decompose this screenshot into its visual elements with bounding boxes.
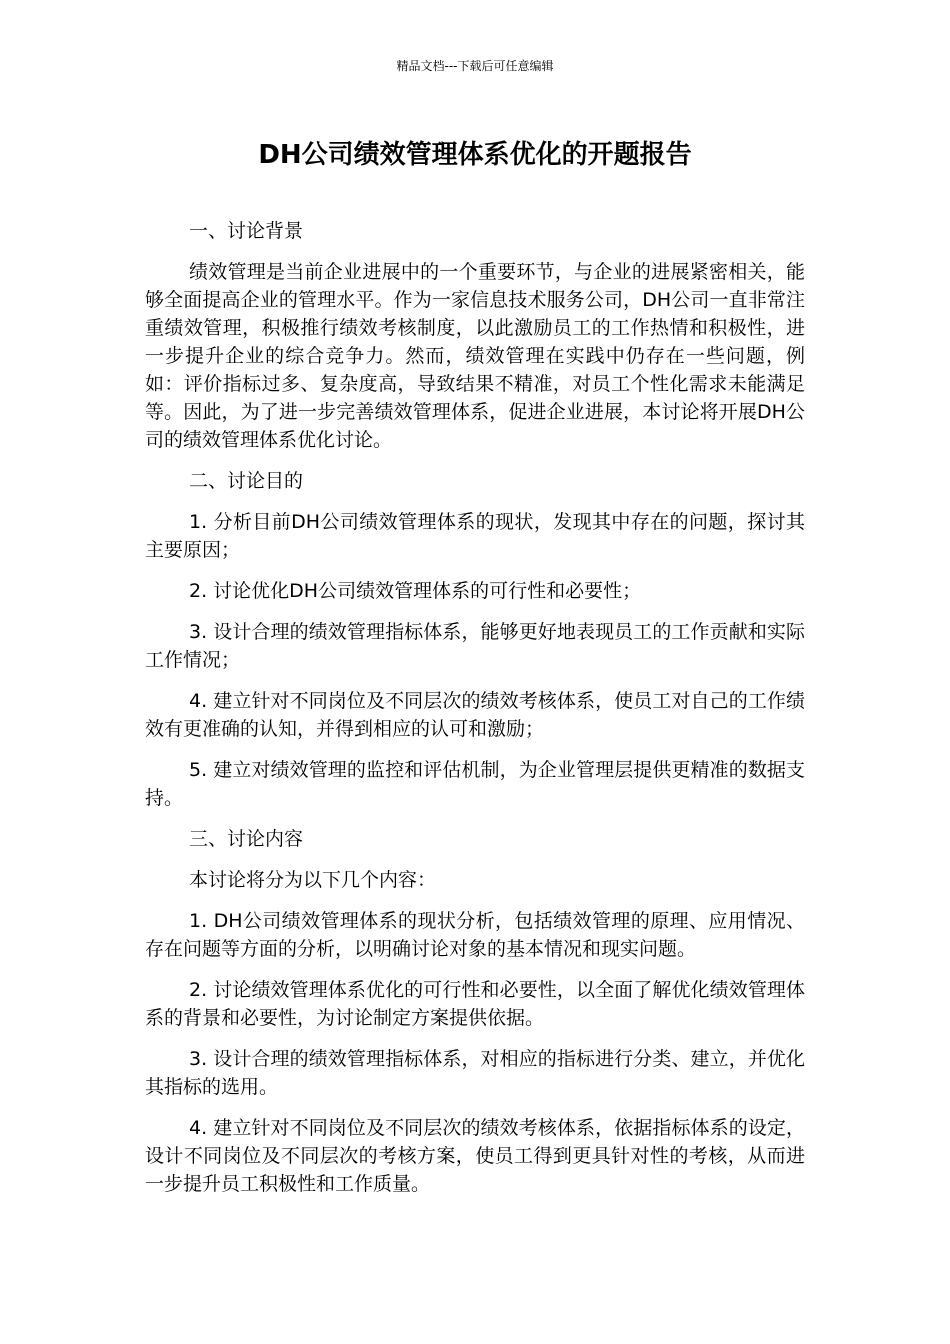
objective-item-4: 4. 建立针对不同岗位及不同层次的绩效考核体系，使员工对自己的工作绩效有更准确的认知，并得到相应的认可和激励； [145, 690, 805, 740]
header-watermark: 精品文档---下载后可任意编辑 [396, 59, 554, 73]
content-item-2: 2. 讨论绩效管理体系优化的可行性和必要性，以全面了解优化绩效管理体系的背景和必要性，为讨论制定方案提供依据。 [145, 979, 805, 1029]
objective-item-3: 3. 设计合理的绩效管理指标体系，能够更好地表现员工的工作贡献和实际工作情况； [145, 621, 805, 671]
section-heading-background: 一、讨论背景 [189, 220, 304, 242]
document-body [145, 217, 805, 1211]
content-intro: 本讨论将分为以下几个内容： [189, 869, 437, 891]
section-heading-objectives: 二、讨论目的 [189, 470, 304, 492]
content-item-1: 1. DH公司绩效管理体系的现状分析，包括绩效管理的原理、应用情况、存在问题等方面的分析，以明确讨论对象的基本情况和现实问题。 [145, 910, 805, 960]
section-heading-content: 三、讨论内容 [189, 828, 304, 850]
objective-item-2: 2. 讨论优化DH公司绩效管理体系的可行性和必要性； [189, 580, 642, 602]
content-item-3: 3. 设计合理的绩效管理指标体系，对相应的指标进行分类、建立，并优化其指标的选用。 [145, 1048, 805, 1098]
paragraph-background: 绩效管理是当前企业进展中的一个重要环节，与企业的进展紧密相关，能够全面提高企业的管理水平。作为一家信息技术服务公司，DH公司一直非常注重绩效管理，积极推行绩效考核制度，以此激励员工的工作热情和积极性，进一步提升企业的综合竞争力。然而，绩效管理在实践中仍存在一些问题，例如：评价指标过多、复杂度高，导致结果不精准，对员工个性化需求未能满足等。因此，为了进一步完善绩效管理体系，促进企业进展，本讨论将开展DH公司的绩效管理体系优化讨论。 [145, 261, 805, 451]
objective-item-5: 5. 建立对绩效管理的监控和评估机制，为企业管理层提供更精准的数据支持。 [145, 759, 805, 809]
document-title: DH公司绩效管理体系优化的开题报告 [258, 140, 692, 170]
objective-item-1: 1. 分析目前DH公司绩效管理体系的现状，发现其中存在的问题，探讨其主要原因； [145, 511, 805, 561]
content-item-4: 4. 建立针对不同岗位及不同层次的绩效考核体系，依据指标体系的设定，设计不同岗位及不同层次的考核方案，使员工得到更具针对性的考核，从而进一步提升员工积极性和工作质量。 [145, 1117, 805, 1195]
